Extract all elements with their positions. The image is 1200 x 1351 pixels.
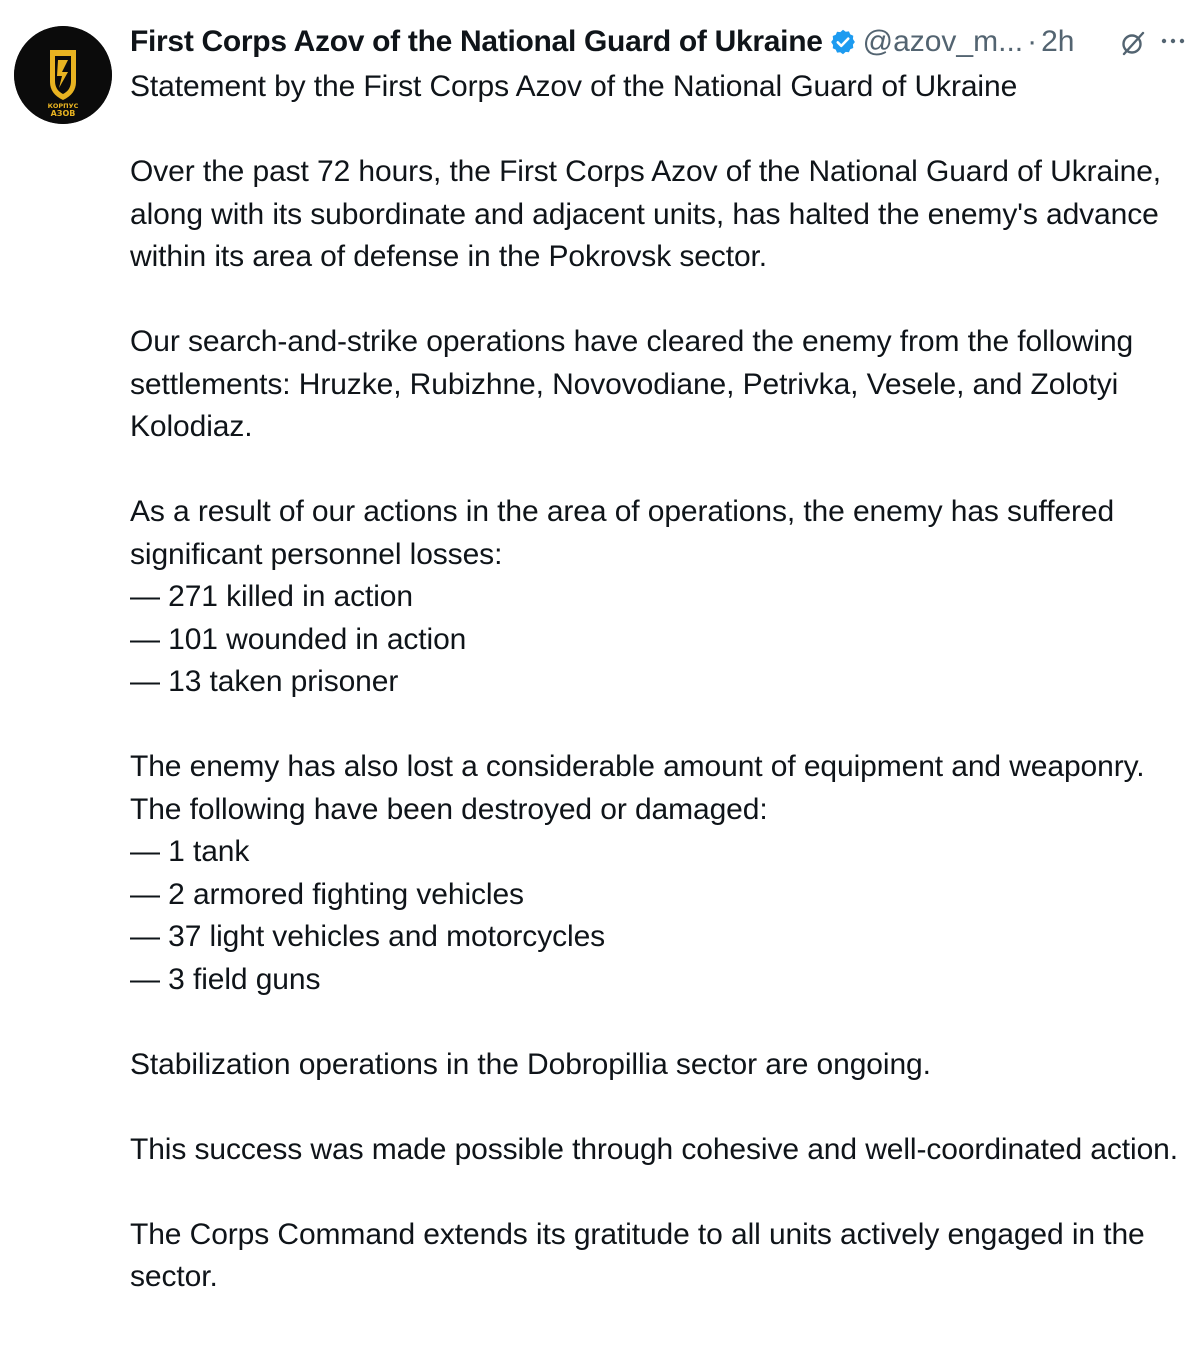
separator-dot: · [1027,25,1038,58]
azov-corps-logo-icon [14,26,112,124]
author-handle[interactable]: @azov_m... [862,25,1024,58]
avatar-text-top: КОРПУС [47,102,79,110]
tweet-timestamp[interactable]: 2h [1041,25,1075,58]
equipment-list-item: — 2 armored fighting vehicles [130,877,524,911]
tweet-paragraph: This success was made possible through cohesive and well-coordinated action. [130,1132,1178,1166]
tweet-text [130,66,1180,1299]
tweet-header [130,20,1190,64]
author-display-name[interactable]: First Corps Azov of the National Guard of Ukraine [130,25,823,58]
grok-icon[interactable] [1118,28,1148,58]
verified-badge-icon[interactable] [829,28,857,56]
tweet-paragraph: As a result of our actions in the area of operations, the enemy has suffered significant personnel losses: [130,495,1115,571]
losses-list-item: — 101 wounded in action [130,622,467,656]
tweet-paragraph: Stabilization operations in the Dobropillia sector are ongoing. [130,1047,931,1081]
avatar[interactable] [14,26,112,124]
losses-list-item: — 271 killed in action [130,580,413,613]
equipment-list-item: — 37 light vehicles and motorcycles [130,920,606,953]
tweet-paragraph: The enemy has also lost a considerable amount of equipment and weaponry. The following have been destroyed or damaged: [130,750,1145,826]
avatar-text-bottom: АЗОВ [50,109,76,118]
tweet-paragraph: The Corps Command extends its gratitude to all units actively engaged in the sector. [130,1217,1145,1293]
tweet-intro: Statement by the First Corps Azov of the National Guard of Ukraine [130,70,1018,103]
equipment-list-item: — 1 tank [130,835,250,868]
losses-list-item: — 13 taken prisoner [130,665,399,698]
tweet-paragraph: Over the past 72 hours, the First Corps Azov of the National Guard of Ukraine, along with its subordinate and adjacent units, has halted the enemy's advance within its area of defense in the Pokrovsk sector. [130,155,1162,273]
tweet-paragraph: Our search-and-strike operations have cleared the enemy from the following settlements: Hruzke, Rubizhne, Novovodiane, Petrivka, Vesele, and Zolotyi Kolodiaz. [130,325,1134,443]
more-options-icon[interactable] [1158,26,1188,56]
equipment-list-item: — 3 field guns [130,962,321,996]
